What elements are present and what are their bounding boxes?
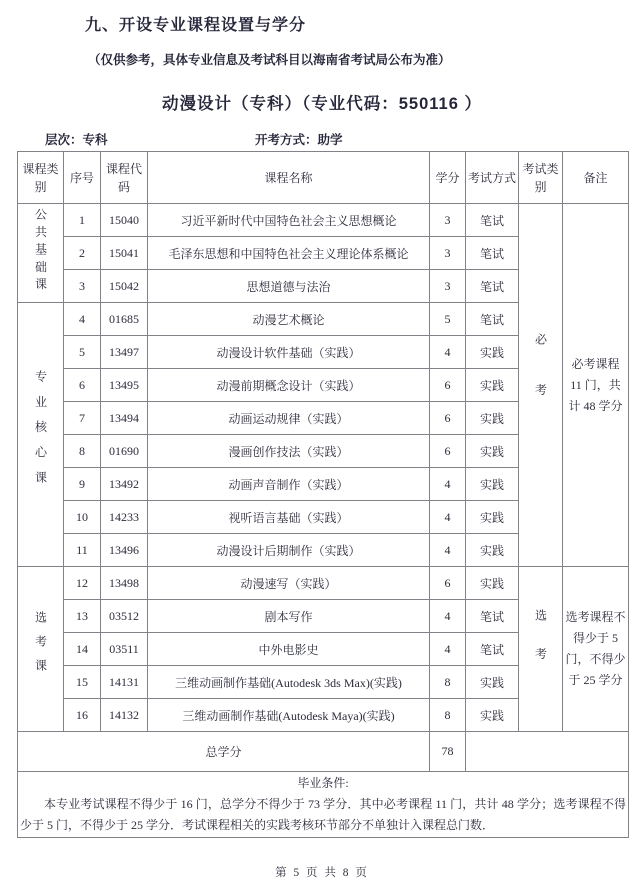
course-name: 动漫前期概念设计（实践） xyxy=(148,369,430,402)
course-credits: 3 xyxy=(430,204,466,237)
course-exam-method: 实践 xyxy=(466,567,519,600)
course-credits: 6 xyxy=(430,567,466,600)
graduation-label: 毕业条件: xyxy=(297,776,349,790)
course-credits: 4 xyxy=(430,633,466,666)
course-credits: 5 xyxy=(430,303,466,336)
course-category-label: 公共基础课 xyxy=(33,207,48,295)
course-exam-method: 实践 xyxy=(466,534,519,567)
exam-category-label: 选考 xyxy=(533,608,548,686)
exam-category-required xyxy=(519,204,563,567)
course-seq: 14 xyxy=(64,633,101,666)
total-credits-value: 78 xyxy=(430,732,466,772)
course-credits: 4 xyxy=(430,501,466,534)
course-exam-method: 笔试 xyxy=(466,237,519,270)
table-row xyxy=(18,567,629,600)
course-name: 动画声音制作（实践） xyxy=(148,468,430,501)
column-header-credits: 学分 xyxy=(430,152,466,204)
course-name: 毛泽东思想和中国特色社会主义理论体系概论 xyxy=(148,237,430,270)
course-seq: 16 xyxy=(64,699,101,732)
course-code: 13492 xyxy=(101,468,148,501)
course-code: 01685 xyxy=(101,303,148,336)
total-credits-row xyxy=(18,732,629,772)
course-name: 剧本写作 xyxy=(148,600,430,633)
column-header-course-name: 课程名称 xyxy=(148,152,430,204)
course-code: 14131 xyxy=(101,666,148,699)
note-required: 必考课程 11 门，共计 48 学分 xyxy=(563,204,629,567)
disclaimer-note: （仅供参考，具体专业信息及考试科目以海南省考试局公布为准） xyxy=(88,53,451,67)
course-seq: 15 xyxy=(64,666,101,699)
course-name: 动漫速写（实践） xyxy=(148,567,430,600)
course-name: 动漫艺术概论 xyxy=(148,303,430,336)
course-category-label: 选考课 xyxy=(33,611,48,683)
column-header-remarks: 备注 xyxy=(563,152,629,204)
course-category-elective xyxy=(18,567,64,732)
course-exam-method: 笔试 xyxy=(466,633,519,666)
course-code: 03511 xyxy=(101,633,148,666)
course-exam-method: 实践 xyxy=(466,336,519,369)
course-seq: 2 xyxy=(64,237,101,270)
course-exam-method: 笔试 xyxy=(466,270,519,303)
course-name: 动漫设计后期制作（实践） xyxy=(148,534,430,567)
course-seq: 1 xyxy=(64,204,101,237)
course-category-public-basic xyxy=(18,204,64,303)
course-exam-method: 笔试 xyxy=(466,303,519,336)
course-seq: 9 xyxy=(64,468,101,501)
course-exam-method: 实践 xyxy=(466,435,519,468)
course-seq: 3 xyxy=(64,270,101,303)
table-header-row xyxy=(18,152,629,204)
column-header-seq: 序号 xyxy=(64,152,101,204)
course-name: 三维动画制作基础(Autodesk 3ds Max)(实践) xyxy=(148,666,430,699)
course-seq: 13 xyxy=(64,600,101,633)
section-title: 九、开设专业课程设置与学分 xyxy=(85,17,307,34)
level-label: 层次：专科 xyxy=(45,133,108,147)
course-seq: 6 xyxy=(64,369,101,402)
course-code: 13498 xyxy=(101,567,148,600)
graduation-conditions-row xyxy=(18,772,629,838)
major-title: 动漫设计（专科）（专业代码：550116 ） xyxy=(162,95,482,113)
course-code: 01690 xyxy=(101,435,148,468)
course-exam-method: 笔试 xyxy=(466,600,519,633)
column-header-course-code: 课程代码 xyxy=(101,152,148,204)
course-credits: 8 xyxy=(430,699,466,732)
course-code: 03512 xyxy=(101,600,148,633)
course-seq: 11 xyxy=(64,534,101,567)
course-seq: 5 xyxy=(64,336,101,369)
course-name: 中外电影史 xyxy=(148,633,430,666)
course-exam-method: 实践 xyxy=(466,699,519,732)
course-exam-method: 笔试 xyxy=(466,204,519,237)
course-credits: 6 xyxy=(430,369,466,402)
course-credits: 3 xyxy=(430,270,466,303)
course-credits: 4 xyxy=(430,534,466,567)
exam-mode-label: 开考方式：助学 xyxy=(255,133,343,147)
graduation-conditions xyxy=(18,772,629,838)
exam-category-label: 必考 xyxy=(533,332,548,434)
course-exam-method: 实践 xyxy=(466,468,519,501)
course-name: 漫画创作技法（实践） xyxy=(148,435,430,468)
course-category-core xyxy=(18,303,64,567)
course-seq: 4 xyxy=(64,303,101,336)
course-name: 习近平新时代中国特色社会主义思想概论 xyxy=(148,204,430,237)
column-header-course-category: 课程类别 xyxy=(18,152,64,204)
column-header-exam-method: 考试方式 xyxy=(466,152,519,204)
course-credits: 4 xyxy=(430,600,466,633)
course-seq: 7 xyxy=(64,402,101,435)
course-name: 三维动画制作基础(Autodesk Maya)(实践) xyxy=(148,699,430,732)
graduation-text: 本专业考试课程不得少于 16 门，总学分不得少于 73 学分．其中必考课程 11 门，共计 48 学分；选考课程不得少于 5 门，不得少于 25 学分．考试课程相关的实践考核环节部分不单独计入课程总门数． xyxy=(20,797,626,832)
course-exam-method: 实践 xyxy=(466,666,519,699)
course-category-label: 专业核心课 xyxy=(33,369,48,496)
course-seq: 10 xyxy=(64,501,101,534)
course-name: 思想道德与法治 xyxy=(148,270,430,303)
course-code: 13496 xyxy=(101,534,148,567)
page-footer: 第 5 页 共 8 页 xyxy=(275,867,369,879)
course-code: 13495 xyxy=(101,369,148,402)
column-header-exam-category: 考试类别 xyxy=(519,152,563,204)
meta-line xyxy=(0,130,644,148)
course-code: 15041 xyxy=(101,237,148,270)
course-exam-method: 实践 xyxy=(466,402,519,435)
course-seq: 12 xyxy=(64,567,101,600)
course-code: 13494 xyxy=(101,402,148,435)
total-row-empty-cell xyxy=(466,732,629,772)
exam-category-elective xyxy=(519,567,563,732)
course-credits: 6 xyxy=(430,402,466,435)
course-code: 15042 xyxy=(101,270,148,303)
course-credits: 6 xyxy=(430,435,466,468)
course-seq: 8 xyxy=(64,435,101,468)
course-name: 动画运动规律（实践） xyxy=(148,402,430,435)
total-credits-label: 总学分 xyxy=(18,732,430,772)
note-elective: 选考课程不得少于 5 门，不得少于 25 学分 xyxy=(563,567,629,732)
course-exam-method: 实践 xyxy=(466,369,519,402)
course-code: 15040 xyxy=(101,204,148,237)
course-code: 14233 xyxy=(101,501,148,534)
course-credits: 3 xyxy=(430,237,466,270)
curriculum-table xyxy=(17,151,629,838)
course-name: 视听语言基础（实践） xyxy=(148,501,430,534)
course-name: 动漫设计软件基础（实践） xyxy=(148,336,430,369)
course-credits: 8 xyxy=(430,666,466,699)
course-credits: 4 xyxy=(430,468,466,501)
course-exam-method: 实践 xyxy=(466,501,519,534)
course-credits: 4 xyxy=(430,336,466,369)
course-code: 14132 xyxy=(101,699,148,732)
table-row xyxy=(18,204,629,237)
course-code: 13497 xyxy=(101,336,148,369)
